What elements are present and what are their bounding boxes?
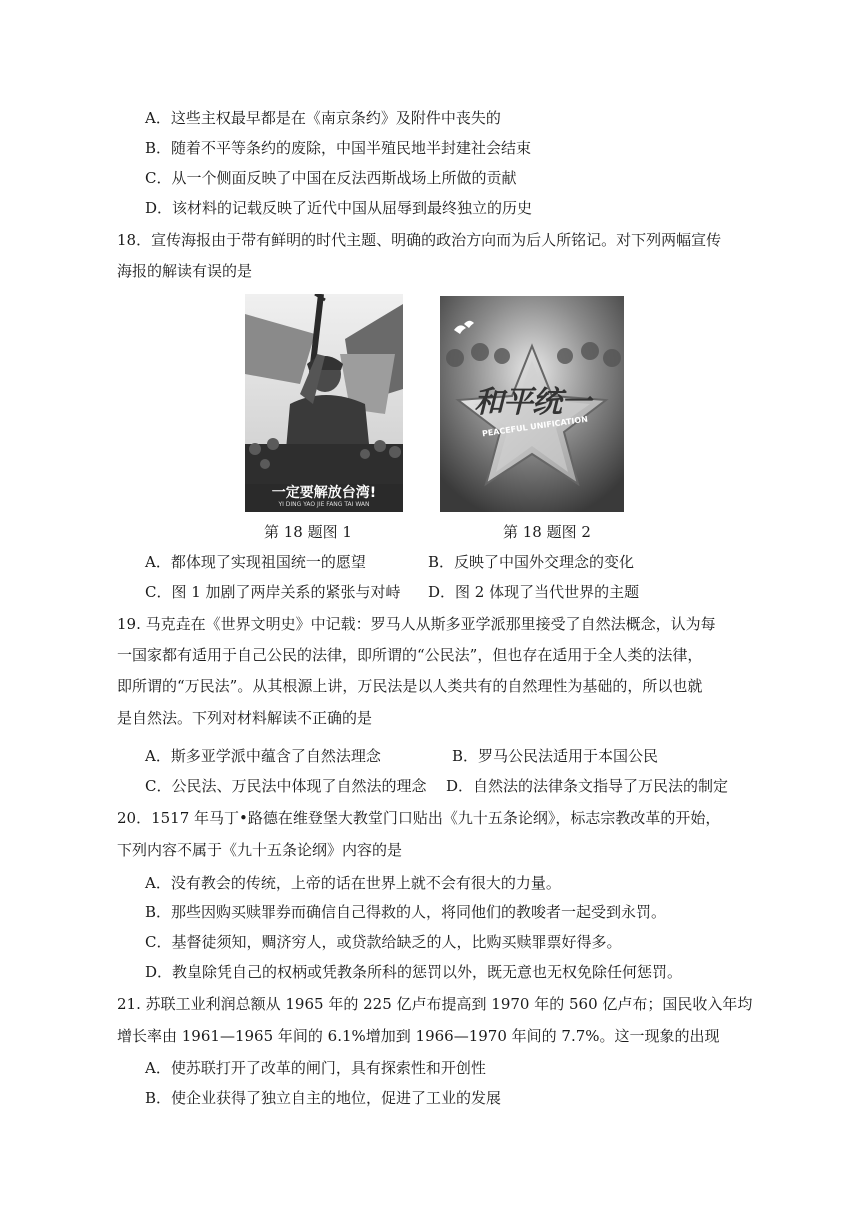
poster-1-caption: 第 18 题图 1 [264,523,352,541]
q17-option-d: D．该材料的记载反映了近代中国从屈辱到最终独立的历史 [145,199,533,217]
q19-option-a: A．斯多亚学派中蕴含了自然法理念 [145,747,381,765]
q19-option-b: B．罗马公民法适用于本国公民 [452,747,659,765]
q17-option-a: A．这些主权最早都是在《南京条约》及附件中丧失的 [145,109,501,127]
q19-stem-line-2: 一国家都有适用于自己公民的法律，即所谓的“公民法”，但也存在适用于全人类的法律， [117,646,703,664]
q21-option-a: A．使苏联打开了改革的闸门，具有探索性和开创性 [145,1059,486,1077]
q18-option-a: A．都体现了实现祖国统一的愿望 [145,553,366,571]
poster-1-banner-text: 一定要解放台湾! [271,485,377,501]
q19-stem-line-1: 19. 马克垚在《世界文明史》中记载：罗马人从斯多亚学派那里接受了自然法概念，认为每 [117,615,716,633]
q18-option-d: D．图 2 体现了当代世界的主题 [428,583,640,601]
q20-option-c: C．基督徒须知，赒济穷人，或贷款给缺乏的人，比购买赎罪票好得多。 [145,933,622,951]
q18-stem-line-1: 18．宣传海报由于带有鲜明的时代主题、明确的政治方向而为后人所铭记。对下列两幅宣传 [117,231,722,249]
poster-2-caption: 第 18 题图 2 [503,523,591,541]
q21-stem-line-2: 增长率由 1961—1965 年间的 6.1%增加到 1966—1970 年间的 7.7%。这一现象的出现 [117,1027,720,1045]
q19-stem-line-3: 即所谓的“万民法”。从其根源上讲，万民法是以人类共有的自然理性为基础的，所以也就 [117,677,703,695]
q18-option-b: B．反映了中国外交理念的变化 [428,553,635,571]
q17-option-b: B．随着不平等条约的废除，中国半殖民地半封建社会结束 [145,139,532,157]
q20-option-b: B．那些因购买赎罪券而确信自己得救的人，将同他们的教唆者一起受到永罚。 [145,903,667,921]
q20-stem-line-1: 20．1517 年马丁•路德在维登堡大教堂门口贴出《九十五条论纲》，标志宗教改革的开始， [117,809,721,827]
poster-1-image [245,294,403,512]
q18-stem-line-2: 海报的解读有误的是 [117,262,253,280]
q21-stem-line-1: 21. 苏联工业利润总额从 1965 年的 225 亿卢布提高到 1970 年的 560 亿卢布；国民收入年均 [117,995,753,1013]
poster-2-subtitle-text: PEACEFUL UNIFICATION [481,414,589,439]
poster-1-pinyin-text: YI DING YAO JIE FANG TAI WAN [278,501,370,508]
q17-option-c: C．从一个侧面反映了中国在反法西斯战场上所做的贡献 [145,169,517,187]
q20-stem-line-2: 下列内容不属于《九十五条论纲》内容的是 [117,841,403,859]
q19-option-c: C．公民法、万民法中体现了自然法的理念 [145,777,427,795]
q20-option-a: A．没有教会的传统，上帝的话在世界上就不会有很大的力量。 [145,874,561,892]
poster-figure-1 [245,294,403,512]
poster-2-title-text: 和平统一 [474,385,590,420]
poster-figure-2 [440,296,624,512]
q20-option-d: D．教皇除凭自己的权柄或凭教条所科的惩罚以外，既无意也无权免除任何惩罚。 [145,963,683,981]
q21-option-b: B．使企业获得了独立自主的地位，促进了工业的发展 [145,1089,502,1107]
q18-option-c: C．图 1 加剧了两岸关系的紧张与对峙 [145,583,401,601]
q19-option-d: D．自然法的法律条文指导了万民法的制定 [446,777,729,795]
q19-stem-line-4: 是自然法。下列对材料解读不正确的是 [117,709,373,727]
